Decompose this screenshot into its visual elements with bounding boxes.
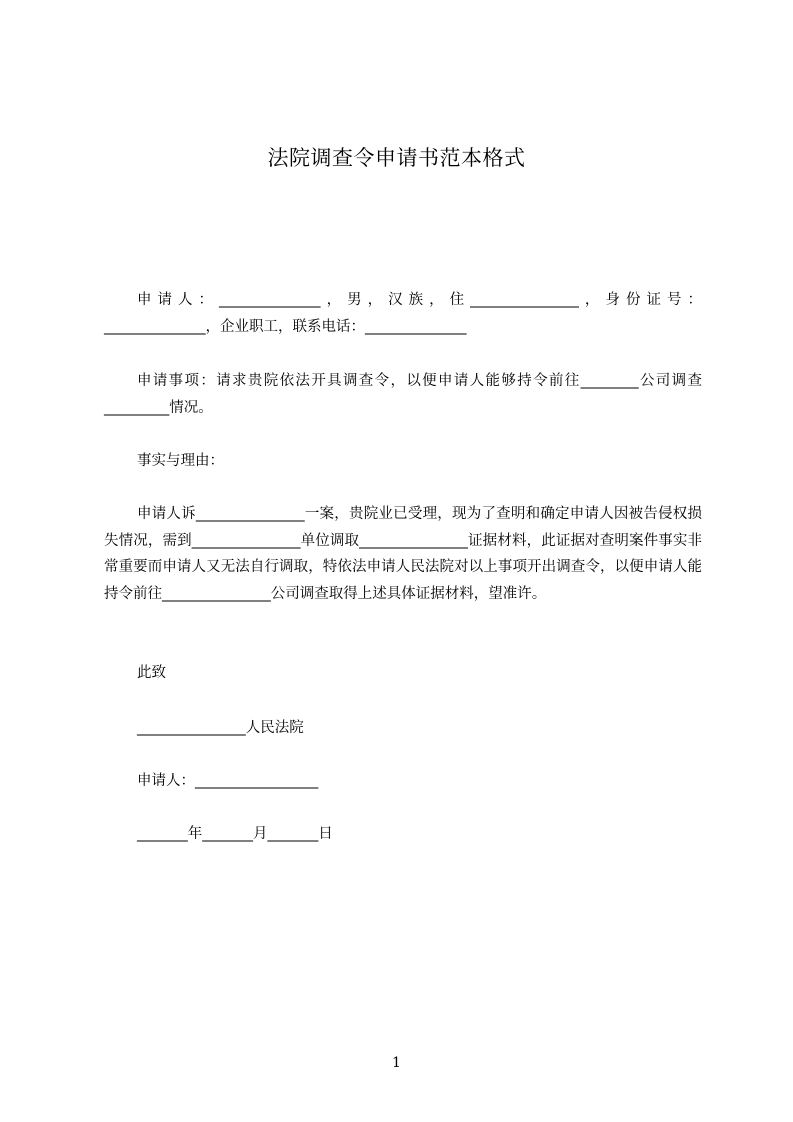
facts-body-paragraph: 申请人诉_______________一案，贵院业已受理，现为了查明和确定申请人因被告侵权损失情况，需到_______________单位调取_______________证据材料，此证据对查明案件事实非常重要而申请人又无法自行调取，特依法申请人民法院对以上事项开出调查令，以便申请人能持令前往_______________公司调查取得上述具体证据材料，望准许。	[104, 506, 702, 602]
request-items-paragraph: 申请事项：请求贵院依法开具调查令，以便申请人能够持令前往________公司调查_________情况。	[104, 373, 702, 416]
court-name-line: _______________人民法院	[137, 720, 304, 736]
page-number: 1	[392, 1055, 401, 1071]
date-line: _______年_______月_______日	[137, 826, 333, 842]
document-title: 法院调查令申请书范本格式	[267, 146, 526, 170]
closing-salutation: 此致	[137, 665, 166, 681]
applicant-info-paragraph: 申请人：______________，男，汉族，住_______________，身份证号：______________，企业职工，联系电话：______________	[104, 292, 702, 335]
signature-line: 申请人：_________________	[137, 773, 319, 789]
facts-heading: 事实与理由：	[137, 453, 224, 469]
